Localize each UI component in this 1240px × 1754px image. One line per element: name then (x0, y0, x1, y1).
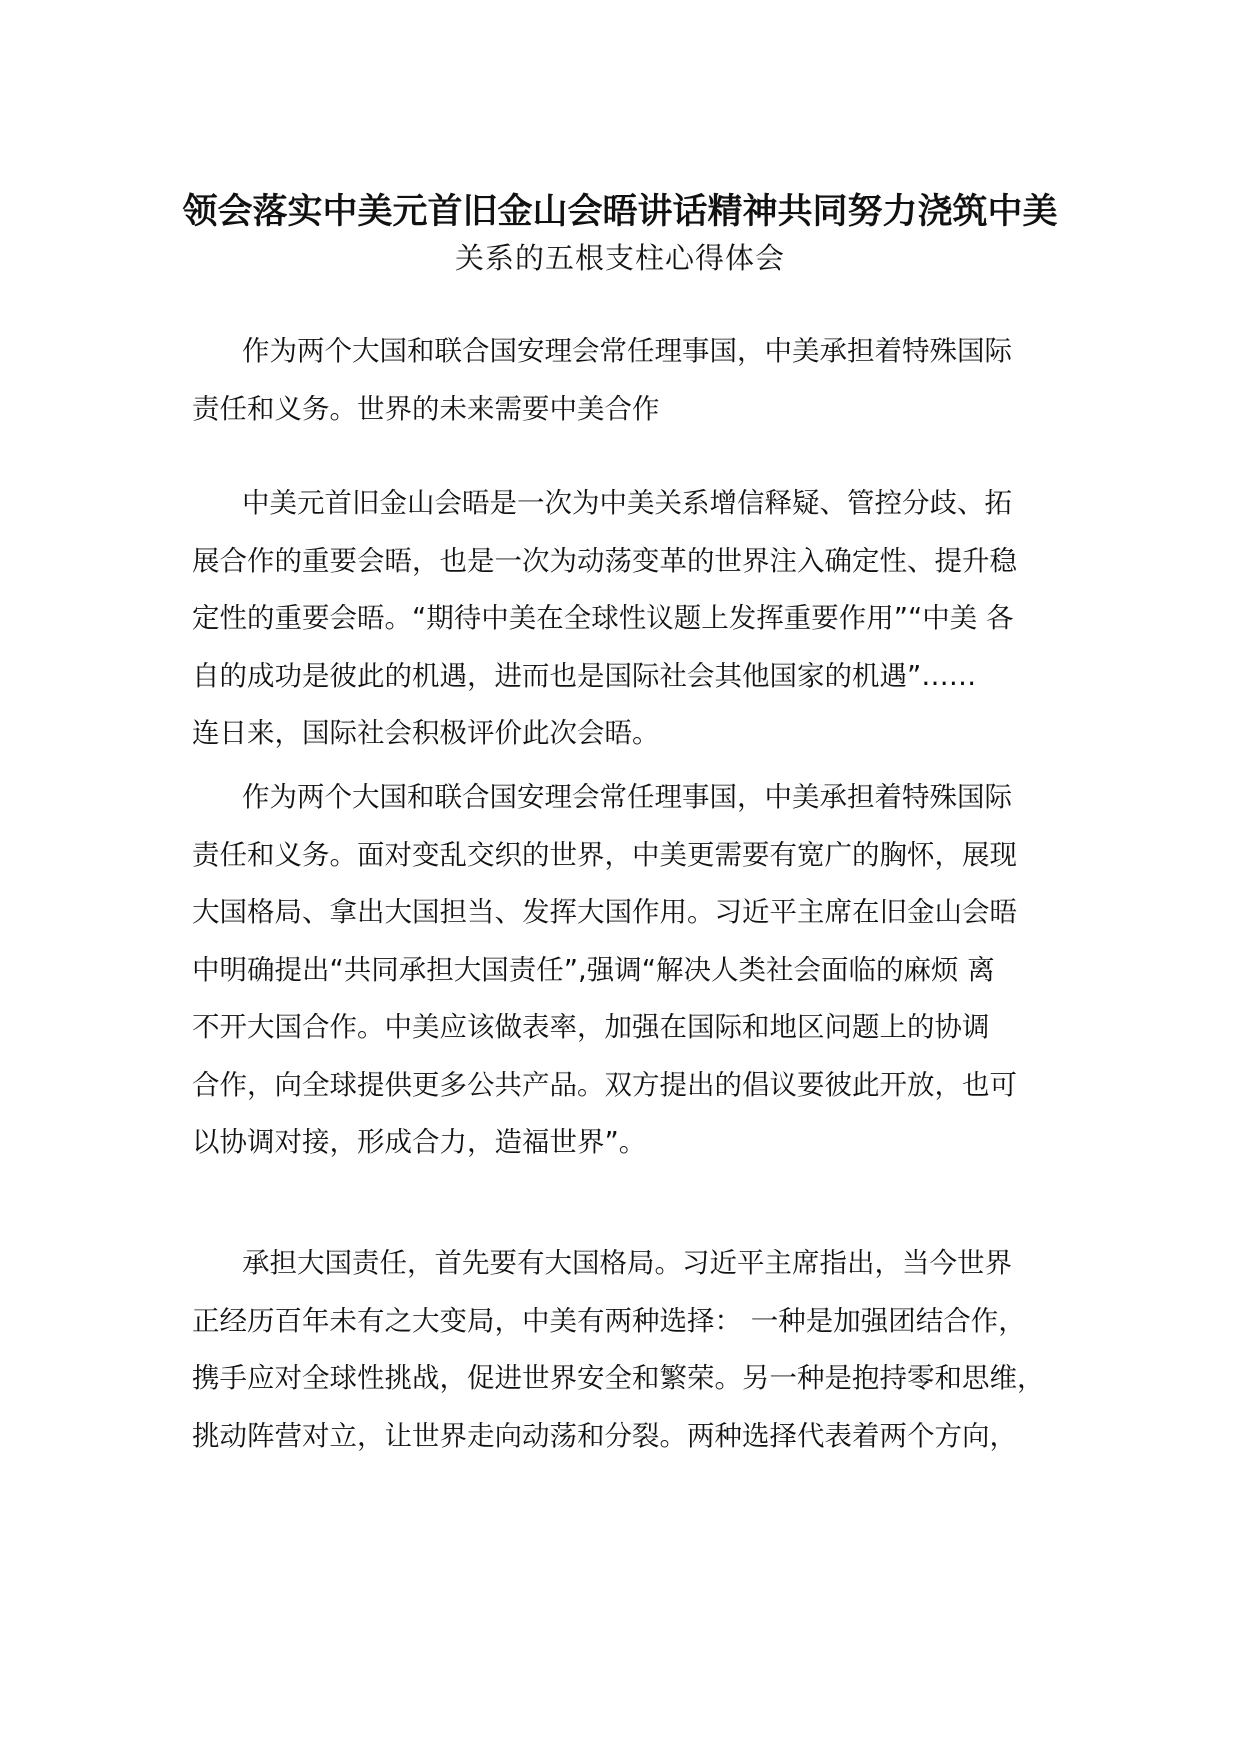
paragraph-2 (192, 475, 1062, 763)
document-title (150, 188, 1090, 278)
paragraph-line: 中美元首旧金山会晤是一次为中美关系增信释疑、管控分歧、拓 (242, 487, 1012, 519)
paragraph-line: 作为两个大国和联合国安理会常任理事国，中美承担着特殊国际 (242, 781, 1012, 813)
paragraph-line: 作为两个大国和联合国安理会常任理事国，中美承担着特殊国际 (242, 335, 1012, 367)
paragraph-line: 责任和义务。世界的未来需要中美合作 (192, 392, 660, 425)
paragraph-line: 合作，向全球提供更多公共产品。双方提出的倡议要彼此开放，也可 (192, 1068, 1017, 1101)
title-line-1: 领会落实中美元首旧金山会晤讲话精神共同努力浇筑中美 (182, 192, 1058, 232)
paragraph-line: 展合作的重要会晤，也是一次为动荡变革的世界注入确定性、提升稳 (192, 544, 1017, 577)
paragraph-1 (192, 323, 1062, 438)
paragraph-line: 责任和义务。面对变乱交织的世界，中美更需要有宽广的胸怀，展现 (192, 838, 1017, 871)
paragraph-line: 挑动阵营对立，让世界走向动荡和分裂。两种选择代表着两个方向， (192, 1419, 1017, 1452)
paragraph-line: 以协调对接，形成合力，造福世界”。 (192, 1126, 647, 1158)
title-line-2: 关系的五根支柱心得体会 (454, 241, 785, 275)
paragraph-3 (192, 769, 1062, 1172)
paragraph-line: 定性的重要会晤。“期待中美在全球性议题上发挥重要作用”“中美 各 (192, 602, 1014, 634)
paragraph-4 (192, 1235, 1062, 1465)
paragraph-line: 正经历百年未有之大变局，中美有两种选择： 一种是加强团结合作， (192, 1304, 1026, 1337)
paragraph-line: 连日来，国际社会积极评价此次会晤。 (192, 717, 660, 749)
paragraph-line: 携手应对全球性挑战，促进世界安全和繁荣。另一种是抱持零和思维， (192, 1362, 1045, 1394)
paragraph-line: 承担大国责任，首先要有大国格局。习近平主席指出，当今世界 (242, 1247, 1012, 1279)
paragraph-line: 大国格局、拿出大国担当、发挥大国作用。习近平主席在旧金山会晤 (192, 896, 1017, 928)
paragraph-line: 中明确提出“共同承担大国责任”,强调“解决人类社会面临的麻烦 离 (192, 953, 995, 986)
paragraph-line: 不开大国合作。中美应该做表率，加强在国际和地区问题上的协调 (192, 1011, 990, 1043)
paragraph-line: 自的成功是彼此的机遇，进而也是国际社会其他国家的机遇”…… (192, 659, 977, 692)
